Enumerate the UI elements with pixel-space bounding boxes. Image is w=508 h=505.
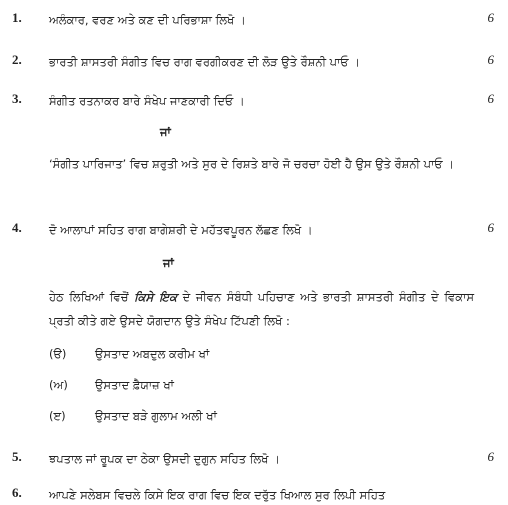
question-number: 4. — [12, 220, 22, 235]
option-text: ਉਸਤਾਦ ਬੜੇ ਗੁਲਾਮ ਅਲੀ ਖਾਂ — [95, 409, 217, 423]
option-label: (ੲ) — [49, 409, 66, 423]
question-marks: 6 — [487, 91, 494, 106]
question-number: 6. — [12, 485, 22, 500]
question-marks: 6 — [487, 220, 494, 235]
question-marks: 6 — [487, 449, 494, 464]
option-item — [49, 378, 174, 393]
option-text: ਉਸਤਾਦ ਫ਼ੈਯਾਜ਼ ਖਾਂ — [95, 378, 174, 392]
question-text: ਸੰਗੀਤ ਰਤਨਾਕਰ ਬਾਰੇ ਸੰਖੇਪ ਜਾਣਕਾਰੀ ਦਿਓ । — [49, 94, 245, 108]
question-text: ਦੋ ਆਲਾਪਾਂ ਸਹਿਤ ਰਾਗ ਬਾਗੇਸ਼ਰੀ ਦੇ ਮਹੱਤਵਪੂਰਨ ਲੱਛਣ ਲਿਖੋ । — [49, 223, 313, 237]
or-label: ਜਾਂ — [160, 125, 171, 139]
question-text: ਝਪਤਾਲ ਜਾਂ ਰੂਪਕ ਦਾ ਠੇਕਾ ਉਸਦੀ ਦੁਗੁਨ ਸਹਿਤ ਲਿਖੋ । — [49, 452, 280, 466]
alt-text-before: ਹੇਠ ਲਿਖਿਆਂ ਵਿਚੋਂ — [49, 290, 129, 304]
question-text: ਆਪਣੇ ਸਲੇਬਸ ਵਿਚਲੇ ਕਿਸੇ ਇਕ ਰਾਗ ਵਿਚ ਇਕ ਦਰੁੱਤ ਖਿਆਲ ਸੁਰ ਲਿਪੀ ਸਹਿਤ — [49, 488, 386, 502]
option-label: (ਅ) — [49, 378, 68, 392]
question-alternative-text: ‘ਸੰਗੀਤ ਪਾਰਿਜਾਤ’ ਵਿਚ ਸ਼ਰੁਤੀ ਅਤੇ ਸੁਰ ਦੇ ਰਿਸ਼ਤੇ ਬਾਰੇ ਜੋ ਚਰਚਾ ਹੋਈ ਹੈ ਉਸ ਉਤੇ ਰੌਸ਼ਨੀ ਪਾਓ । — [49, 157, 454, 171]
question-number: 3. — [12, 91, 22, 106]
or-label: ਜਾਂ — [163, 256, 174, 270]
question-marks: 6 — [487, 52, 494, 67]
option-item — [49, 409, 217, 424]
question-text: ਅਲੰਕਾਰ, ਵਰਣ ਅਤੇ ਕਣ ਦੀ ਪਰਿਭਾਸ਼ਾ ਲਿਖੋ । — [49, 13, 246, 27]
question-alternative-text — [49, 285, 474, 333]
question-marks: 6 — [487, 10, 494, 25]
alt-text-emphasis: ਕਿਸੇ ਇਕ — [134, 290, 178, 304]
option-label: (ੳ) — [49, 347, 67, 361]
question-number: 2. — [12, 52, 22, 67]
alt-text-after: ਦੇ ਜੀਵਨ ਸੰਬੰਧੀ ਪਹਿਚਾਣ ਅਤੇ ਭਾਰਤੀ ਸ਼ਾਸਤਰੀ ਸੰਗੀਤ ਦੇ ਵਿਕਾਸ ਪ੍ਰਤੀ ਕੀਤੇ ਗਏ ਉਸਦੇ ਯੋਗਦਾਨ ਉਤੇ ਸੰਖੇਪ ਟਿੱਪਣੀ ਲਿਖੋ : — [49, 290, 475, 328]
question-text: ਭਾਰਤੀ ਸ਼ਾਸਤਰੀ ਸੰਗੀਤ ਵਿਚ ਰਾਗ ਵਰਗੀਕਰਣ ਦੀ ਲੋੜ ਉਤੇ ਰੌਸ਼ਨੀ ਪਾਓ । — [49, 55, 361, 69]
option-text: ਉਸਤਾਦ ਅਬਦੁਲ ਕਰੀਮ ਖਾਂ — [95, 347, 210, 361]
question-number: 5. — [12, 449, 22, 464]
question-number: 1. — [12, 10, 22, 25]
option-item — [49, 347, 209, 362]
